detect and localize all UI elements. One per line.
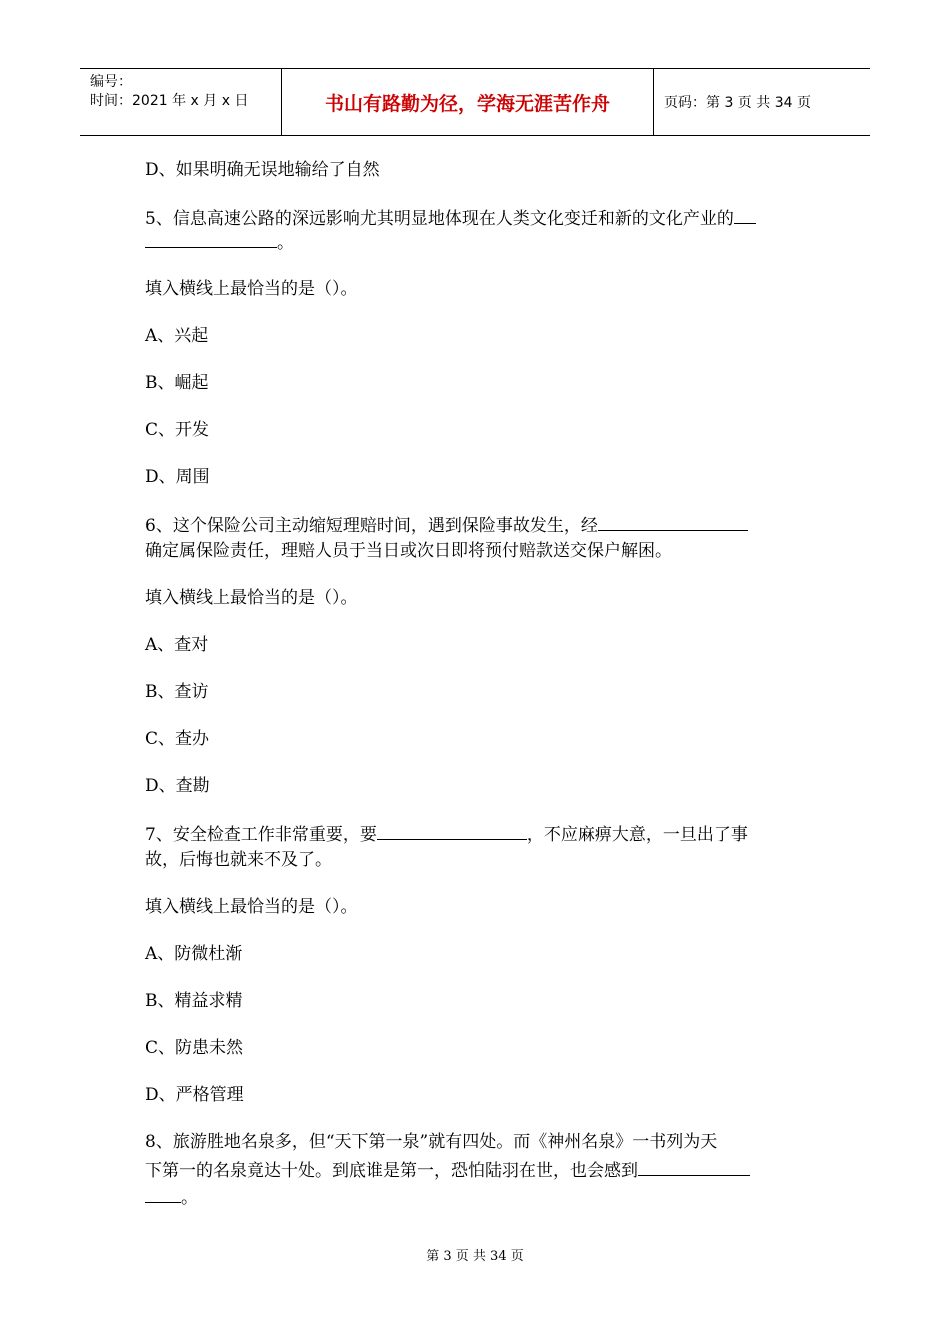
q6-stem-line1 xyxy=(145,512,748,538)
q5-stem-text: 5、信息高速公路的深远影响尤其明显地体现在人类文化变迁和新的文化产业的 xyxy=(145,209,734,229)
q8-stem-line2 xyxy=(145,1157,750,1183)
q5-stem-end: 。 xyxy=(277,233,294,253)
answer-blank xyxy=(734,205,756,224)
q6-stem-text: 6、这个保险公司主动缩短理赔时间，遇到保险事故发生，经 xyxy=(145,516,598,536)
q7-option-b: B、精益求精 xyxy=(145,991,243,1011)
q6-option-b: B、查访 xyxy=(145,682,209,702)
q7-option-a: A、防微杜渐 xyxy=(145,944,243,964)
q5-stem-line1 xyxy=(145,205,756,231)
q5-instruction: 填入横线上最恰当的是（）。 xyxy=(145,279,358,299)
q5-option-b: B、崛起 xyxy=(145,373,209,393)
q7-stem-line2: 故，后悔也就来不及了。 xyxy=(145,850,332,870)
header-motto: 书山有路勤为径，学海无涯苦作舟 xyxy=(282,69,654,135)
q8-stem-line1: 8、旅游胜地名泉多，但“天下第一泉”就有四处。而《神州名泉》一书列为天 xyxy=(145,1132,718,1152)
q6-option-d: D、查勘 xyxy=(145,776,210,796)
page-header xyxy=(80,68,870,136)
q8-stem-end: 。 xyxy=(181,1188,198,1208)
q6-option-a: A、查对 xyxy=(145,635,209,655)
time-label: 时间：2021 年 x 月 x 日 xyxy=(90,93,249,109)
q5-option-c: C、开发 xyxy=(145,420,210,440)
q7-stem-text-b: ，不应麻痹大意，一旦出了事 xyxy=(526,825,748,845)
answer-blank xyxy=(598,512,748,531)
q4-option-d: D、如果明确无误地输给了自然 xyxy=(145,160,380,180)
q6-option-c: C、查办 xyxy=(145,729,210,749)
q6-instruction: 填入横线上最恰当的是（）。 xyxy=(145,588,358,608)
q6-stem-line2: 确定属保险责任，理赔人员于当日或次日即将预付赔款送交保户解困。 xyxy=(145,541,672,561)
header-meta xyxy=(80,69,282,135)
q7-option-d: D、严格管理 xyxy=(145,1085,244,1105)
q7-stem-text-a: 7、安全检查工作非常重要，要 xyxy=(145,825,377,845)
q8-stem-line3 xyxy=(145,1184,198,1210)
answer-blank xyxy=(638,1157,750,1176)
q7-stem-line1 xyxy=(145,821,748,847)
q5-option-d: D、周围 xyxy=(145,467,210,487)
page-footer: 第 3 页 共 34 页 xyxy=(426,1249,524,1264)
answer-blank xyxy=(145,1184,181,1203)
q5-stem-line2 xyxy=(145,229,294,255)
answer-blank xyxy=(145,229,277,248)
q7-option-c: C、防患未然 xyxy=(145,1038,244,1058)
answer-blank xyxy=(377,821,527,840)
q8-stem-text: 下第一的名泉竟达十处。到底谁是第一，恐怕陆羽在世，也会感到 xyxy=(145,1161,638,1181)
header-page-info: 页码：第 3 页 共 34 页 xyxy=(664,95,811,111)
number-label: 编号： xyxy=(90,74,132,90)
q7-instruction: 填入横线上最恰当的是（）。 xyxy=(145,897,358,917)
q5-option-a: A、兴起 xyxy=(145,326,209,346)
